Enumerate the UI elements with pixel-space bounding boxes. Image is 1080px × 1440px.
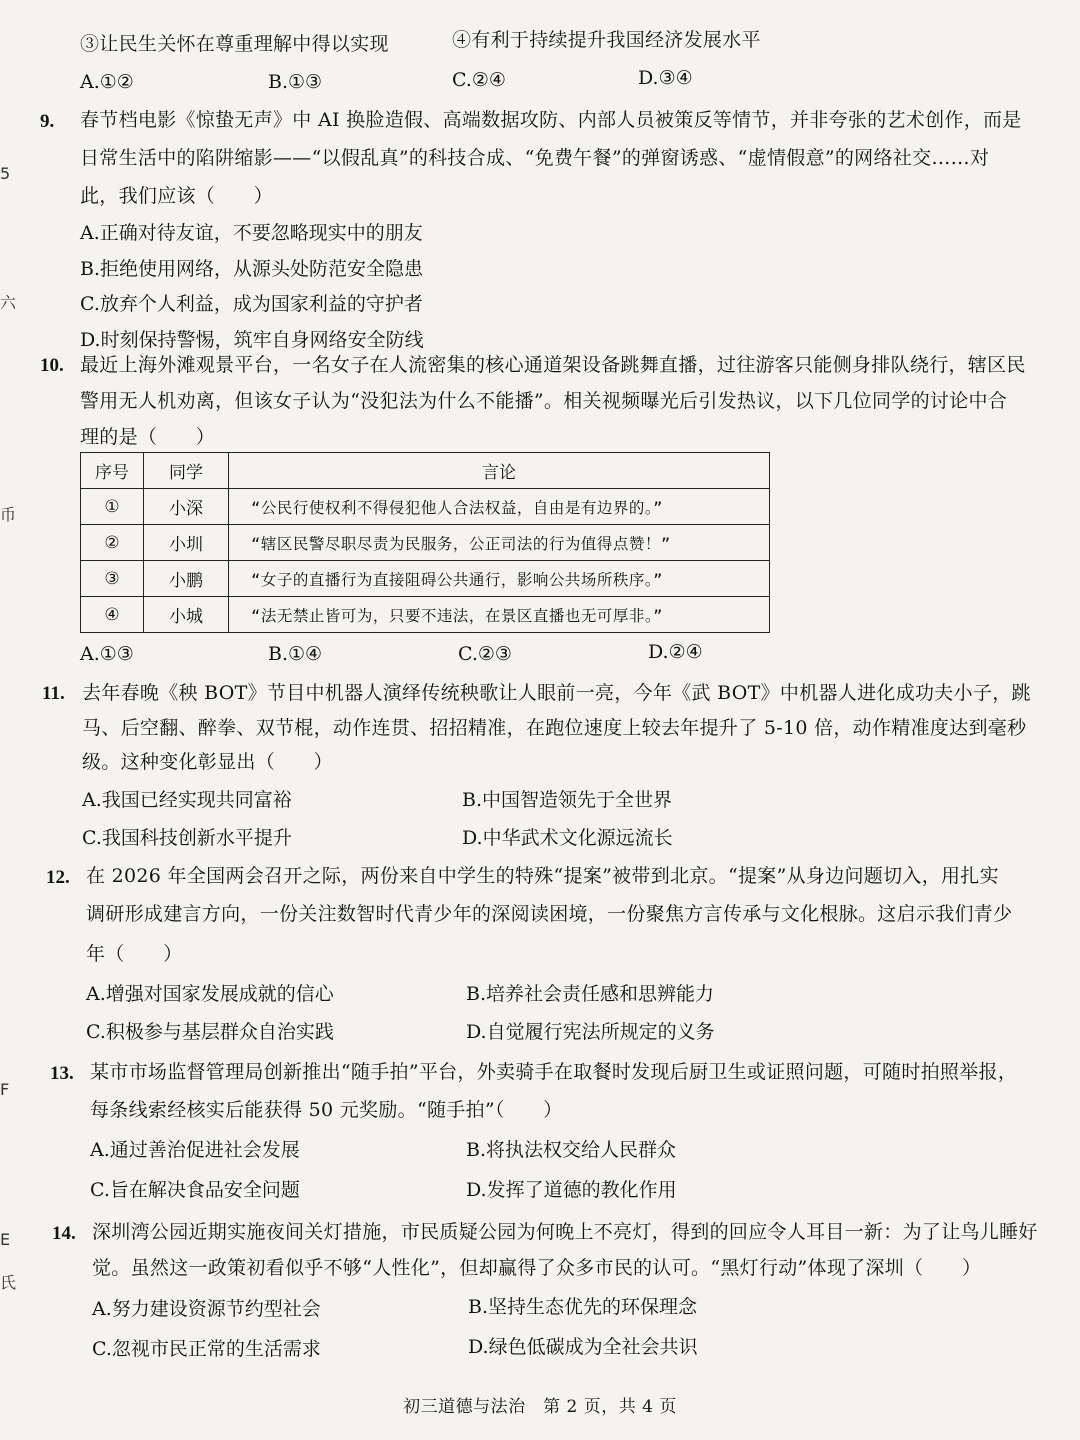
table-cell: “辖区民警尽职尽责为民服务，公正司法的行为值得点赞！” (229, 525, 770, 561)
q12-option-c[interactable]: C.积极参与基层群众自治实践 (86, 1021, 334, 1043)
q10-stem-line: 理的是（ ） (80, 426, 216, 448)
q10-option-c[interactable]: C.②③ (458, 643, 512, 665)
q13-option-d[interactable]: D.发挥了道德的教化作用 (466, 1179, 677, 1201)
q12-option-a[interactable]: A.增强对国家发展成就的信心 (86, 983, 334, 1005)
q14-option-d[interactable]: D.绿色低碳成为全社会共识 (468, 1336, 698, 1358)
margin-mark: 六 (0, 293, 17, 312)
q13-stem-line: 每条线索经核实后能获得 50 元奖励。“随手拍”（ ） (90, 1099, 563, 1121)
q12-stem-line: 在 2026 年全国两会召开之际，两份来自中学生的特殊“提案”被带到北京。“提案”从身边问题切入，用扎实 (86, 865, 999, 887)
q12-number: 12. (46, 867, 70, 888)
margin-mark: F (0, 1080, 10, 1099)
q11-number: 11. (42, 683, 65, 704)
q14-number: 14. (52, 1223, 76, 1244)
table-cell: ③ (81, 561, 144, 597)
q10-number: 10. (40, 355, 64, 376)
q10-option-d[interactable]: D.②④ (648, 641, 703, 663)
q9-stem-line: 日常生活中的陷阱缩影——“以假乱真”的科技合成、“免费午餐”的弹窗诱惑、“虚情假意”的网络社交……对 (80, 147, 990, 169)
margin-mark: 氏 (0, 1273, 17, 1292)
q10-option-a[interactable]: A.①③ (80, 643, 134, 665)
table-cell: 小鹏 (144, 561, 229, 597)
q9-number: 9. (40, 111, 55, 132)
table-cell: “女子的直播行为直接阻碍公共通行，影响公共场所秩序。” (229, 561, 770, 597)
table-header: 同学 (144, 453, 229, 489)
table-cell: “法无禁止皆可为，只要不违法，在景区直播也无可厚非。” (229, 597, 770, 633)
q11-option-c[interactable]: C.我国科技创新水平提升 (82, 827, 292, 849)
q11-option-d[interactable]: D.中华武术文化源远流长 (462, 827, 673, 849)
q9-option-c[interactable]: C.放弃个人利益，成为国家利益的守护者 (80, 293, 423, 315)
q11-stem-line: 马、后空翻、醉拳、双节棍，动作连贯、招招精准，在跑位速度上较去年提升了 5-10 倍，动作精准度达到毫秒 (82, 717, 1027, 739)
margin-mark: 5 (0, 164, 11, 183)
margin-mark: E (0, 1230, 11, 1249)
q9-stem-line: 此，我们应该（ ） (80, 185, 274, 207)
table-cell: ④ (81, 597, 144, 633)
q11-option-b[interactable]: B.中国智造领先于全世界 (462, 789, 673, 811)
table-row (81, 525, 770, 561)
q10-stem-line: 警用无人机劝离，但该女子认为“没犯法为什么不能播”。相关视频曝光后引发热议，以下几位同学的讨论中合 (80, 390, 1008, 412)
table-cell: ① (81, 489, 144, 525)
discussion-table (80, 452, 770, 633)
q12-stem-line: 调研形成建言方向，一份关注数智时代青少年的深阅读困境，一份聚焦方言传承与文化根脉。这启示我们青少 (86, 903, 1013, 925)
q13-stem-line: 某市市场监督管理局创新推出“随手拍”平台，外卖骑手在取餐时发现后厨卫生或证照问题，可随时拍照举报， (90, 1061, 1018, 1083)
table-header: 言论 (229, 453, 770, 489)
table-cell: ② (81, 525, 144, 561)
q9-option-d[interactable]: D.时刻保持警惕，筑牢自身网络安全防线 (80, 329, 424, 351)
table-row (81, 489, 770, 525)
table-header-row (81, 453, 770, 489)
q8-option-d[interactable]: D.③④ (638, 67, 693, 89)
q8-option-a[interactable]: A.①② (80, 71, 134, 93)
q8-statement-3: ③让民生关怀在尊重理解中得以实现 (80, 33, 389, 55)
q8-option-b[interactable]: B.①③ (268, 71, 323, 93)
q12-stem-line: 年（ ） (86, 943, 183, 965)
q13-number: 13. (50, 1063, 74, 1084)
table-cell: 小圳 (144, 525, 229, 561)
q9-option-a[interactable]: A.正确对待友谊，不要忽略现实中的朋友 (80, 222, 423, 244)
q12-option-d[interactable]: D.自觉履行宪法所规定的义务 (466, 1021, 715, 1043)
q8-statement-4: ④有利于持续提升我国经济发展水平 (452, 29, 761, 51)
q11-option-a[interactable]: A.我国已经实现共同富裕 (82, 789, 292, 811)
q14-option-c[interactable]: C.忽视市民正常的生活需求 (92, 1338, 321, 1360)
q10-option-b[interactable]: B.①④ (268, 643, 323, 665)
table-row (81, 561, 770, 597)
q14-stem-line: 深圳湾公园近期实施夜间关灯措施，市民质疑公园为何晚上不亮灯，得到的回应令人耳目一新：为了让鸟儿睡好 (92, 1221, 1038, 1243)
q14-option-b[interactable]: B.坚持生态优先的环保理念 (468, 1296, 698, 1318)
q10-stem-line: 最近上海外滩观景平台，一名女子在人流密集的核心通道架设备跳舞直播，过往游客只能侧身排队绕行，辖区民 (80, 354, 1026, 376)
table-cell: 小深 (144, 489, 229, 525)
q13-option-a[interactable]: A.通过善治促进社会发展 (90, 1139, 300, 1161)
table-row (81, 597, 770, 633)
q8-option-c[interactable]: C.②④ (452, 69, 506, 91)
q14-stem-line: 觉。虽然这一政策初看似乎不够“人性化”，但却赢得了众多市民的认可。“黑灯行动”体现了深圳（ ） (92, 1257, 982, 1279)
table-header: 序号 (81, 453, 144, 489)
table-cell: “公民行使权利不得侵犯他人合法权益，自由是有边界的。” (229, 489, 770, 525)
q11-stem-line: 级。这种变化彰显出（ ） (82, 751, 333, 773)
q12-option-b[interactable]: B.培养社会责任感和思辨能力 (466, 983, 715, 1005)
q11-stem-line: 去年春晚《秧 BOT》节目中机器人演绎传统秧歌让人眼前一亮，今年《武 BOT》中机器人进化成功夫小子，跳 (82, 682, 1031, 704)
q9-stem-line: 春节档电影《惊蛰无声》中 AI 换脸造假、高端数据攻防、内部人员被策反等情节，并非夸张的艺术创作，而是 (80, 109, 1022, 131)
margin-mark: 币 (0, 505, 17, 524)
q13-option-b[interactable]: B.将执法权交给人民群众 (466, 1139, 677, 1161)
q14-option-a[interactable]: A.努力建设资源节约型社会 (92, 1298, 321, 1320)
q13-option-c[interactable]: C.旨在解决食品安全问题 (90, 1179, 300, 1201)
q9-option-b[interactable]: B.拒绝使用网络，从源头处防范安全隐患 (80, 258, 424, 280)
table-cell: 小城 (144, 597, 229, 633)
page-footer: 初三道德与法治 第 2 页，共 4 页 (403, 1397, 677, 1417)
